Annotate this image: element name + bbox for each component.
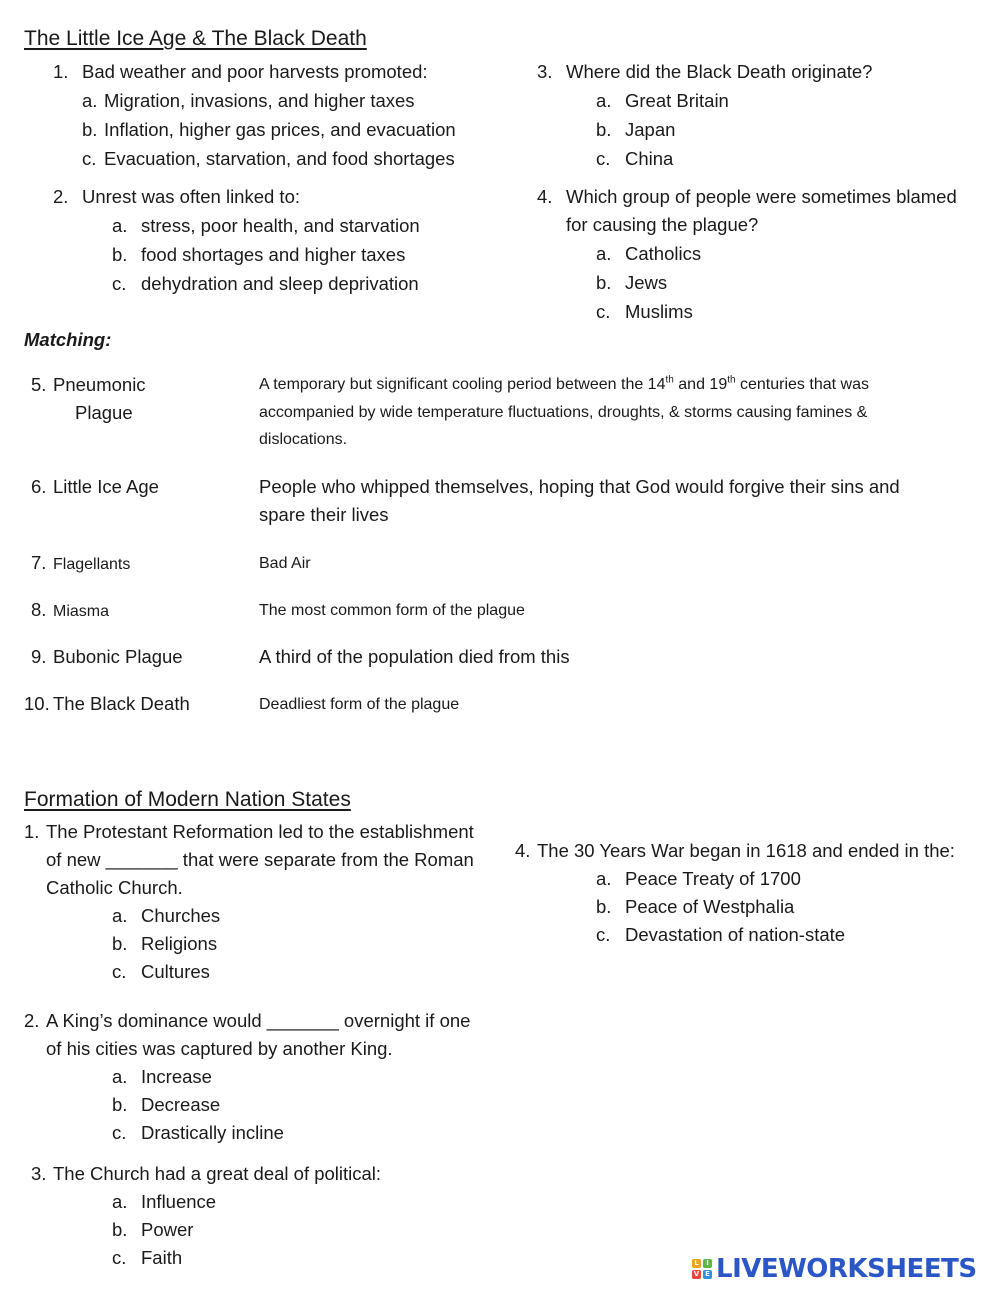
- option[interactable]: c. Drastically incline: [112, 1122, 284, 1143]
- option[interactable]: b. Japan: [596, 119, 676, 140]
- option[interactable]: c. China: [596, 148, 674, 169]
- question-text: Bad weather and poor harvests promoted:: [82, 61, 428, 82]
- section-title-nation-states: Formation of Modern Nation States: [24, 788, 351, 811]
- logo-tile: E: [703, 1270, 712, 1279]
- option[interactable]: b. Peace of Westphalia: [596, 896, 795, 917]
- matching-term[interactable]: 10. The Black Death: [24, 693, 190, 714]
- question-2: [53, 183, 300, 211]
- matching-definition[interactable]: A temporary but significant cooling period between the 14th and 19th centuries that was: [259, 374, 869, 393]
- option[interactable]: c. Evacuation, starvation, and food shortages: [82, 148, 455, 169]
- question-text: Which group of people were sometimes blamed: [566, 186, 957, 207]
- option[interactable]: a. Great Britain: [596, 90, 729, 111]
- question-1: [53, 58, 428, 86]
- option[interactable]: c. dehydration and sleep deprivation: [112, 273, 419, 294]
- option[interactable]: b. Power: [112, 1219, 194, 1240]
- question-number: 1.: [53, 61, 69, 82]
- matching-term[interactable]: 6. Little Ice Age: [31, 476, 159, 497]
- section-title-ice-age: The Little Ice Age & The Black Death: [24, 27, 367, 50]
- logo-tile: I: [703, 1259, 712, 1268]
- matching-definition-line: accompanied by wide temperature fluctuations, droughts, & storms causing famines &: [259, 404, 868, 421]
- logo-icon: [692, 1259, 712, 1279]
- option[interactable]: b. food shortages and higher taxes: [112, 244, 406, 265]
- matching-term[interactable]: 8. Miasma: [31, 599, 110, 620]
- question-4: 4. The 30 Years War began in 1618 and ended in the:: [515, 840, 955, 861]
- logo-text: LIVEWORKSHEETS: [716, 1254, 977, 1284]
- option[interactable]: c. Faith: [112, 1247, 183, 1268]
- question-number: 3.: [537, 61, 553, 82]
- liveworksheets-logo[interactable]: [692, 1254, 977, 1284]
- matching-definition[interactable]: Deadliest form of the plague: [259, 696, 460, 713]
- option[interactable]: b. Religions: [112, 933, 218, 954]
- option[interactable]: b. Inflation, higher gas prices, and evacuation: [82, 119, 456, 140]
- option[interactable]: a. Catholics: [596, 243, 702, 264]
- option[interactable]: b. Jews: [596, 272, 668, 293]
- matching-term-continued: Plague: [75, 402, 133, 423]
- question-text-continued: Catholic Church.: [46, 877, 183, 898]
- matching-term[interactable]: 9. Bubonic Plague: [31, 646, 183, 667]
- matching-title: Matching:: [24, 329, 112, 350]
- option[interactable]: a. Peace Treaty of 1700: [596, 868, 801, 889]
- logo-tile: L: [692, 1259, 701, 1268]
- question-text: Where did the Black Death originate?: [566, 61, 873, 82]
- option[interactable]: a. stress, poor health, and starvation: [112, 215, 420, 236]
- matching-term[interactable]: 5. Pneumonic: [31, 374, 146, 395]
- option[interactable]: a. Influence: [112, 1191, 217, 1212]
- matching-definition[interactable]: A third of the population died from this: [259, 646, 570, 667]
- question-number: 2.: [53, 186, 69, 207]
- matching-definition[interactable]: Bad Air: [259, 555, 311, 572]
- matching-term[interactable]: 7. Flagellants: [31, 552, 131, 573]
- option[interactable]: c. Muslims: [596, 301, 693, 322]
- option[interactable]: a. Migration, invasions, and higher taxes: [82, 90, 415, 111]
- question-3: [537, 58, 872, 86]
- option[interactable]: c. Cultures: [112, 961, 210, 982]
- question-text-continued: for causing the plague?: [566, 214, 759, 235]
- question-4: [537, 183, 957, 211]
- option[interactable]: c. Devastation of nation-state: [596, 924, 846, 945]
- option[interactable]: b. Decrease: [112, 1094, 221, 1115]
- matching-definition-line: dislocations.: [259, 431, 348, 448]
- question-text: Unrest was often linked to:: [82, 186, 300, 207]
- question-2: 2. A King’s dominance would _______ overnight if one: [24, 1010, 471, 1031]
- option[interactable]: a. Churches: [112, 905, 221, 926]
- question-1: 1. The Protestant Reformation led to the establishment: [24, 821, 474, 842]
- logo-tile: V: [693, 1270, 700, 1278]
- matching-definition[interactable]: People who whipped themselves, hoping that God would forgive their sins and: [259, 476, 900, 497]
- matching-definition-line: spare their lives: [259, 504, 389, 525]
- matching-definition[interactable]: The most common form of the plague: [259, 602, 525, 619]
- question-text-continued: of new _______ that were separate from the Roman: [46, 849, 474, 870]
- option[interactable]: a. Increase: [112, 1066, 212, 1087]
- question-text-continued: of his cities was captured by another King.: [46, 1038, 393, 1059]
- question-3: 3. The Church had a great deal of political:: [31, 1163, 382, 1184]
- question-number: 4.: [537, 186, 553, 207]
